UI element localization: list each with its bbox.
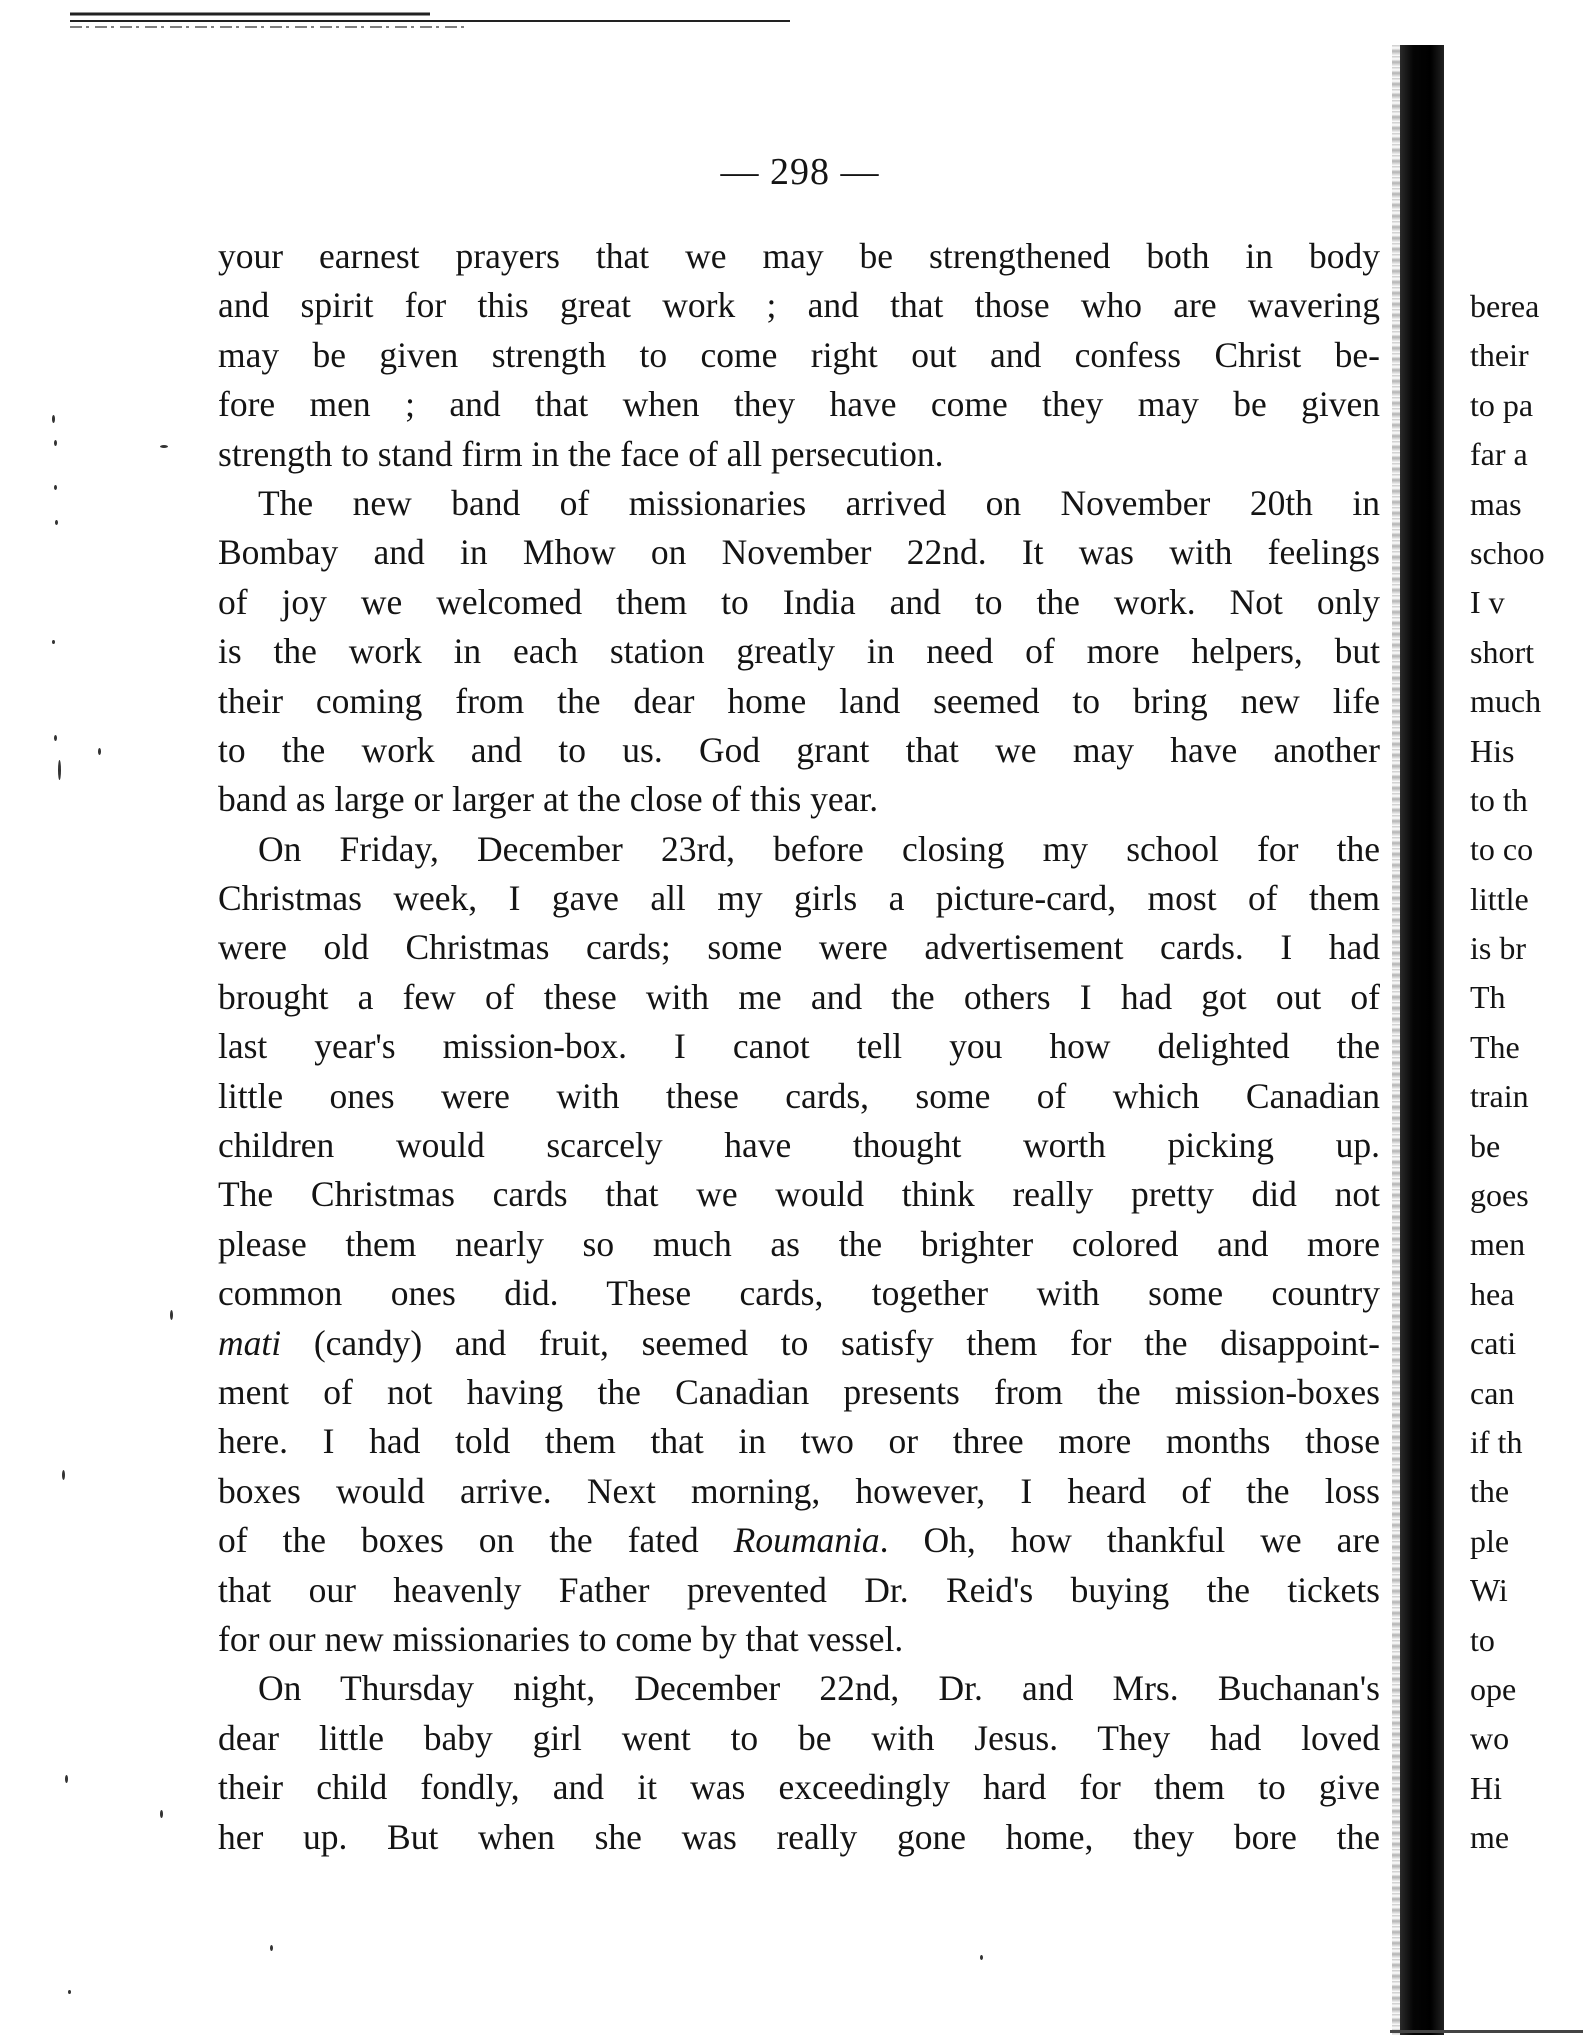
adjacent-line-fragment: ple bbox=[1470, 1522, 1510, 1559]
text-line: and spirit for this great work ; and that those who are wavering bbox=[218, 285, 1380, 326]
margin-speck bbox=[270, 1945, 273, 1951]
text-line: Christmas week, I gave all my girls a picture-card, most of them bbox=[218, 878, 1380, 919]
margin-speck bbox=[62, 1470, 65, 1480]
adjacent-line-fragment: schoo bbox=[1470, 534, 1545, 571]
text-line: On Friday, December 23rd, before closing my school for the bbox=[258, 828, 1380, 869]
text-line: please them nearly so much as the brighter colored and more bbox=[218, 1223, 1380, 1264]
adjacent-line-fragment: is br bbox=[1470, 930, 1526, 967]
adjacent-line-fragment: Hi bbox=[1470, 1769, 1502, 1806]
adjacent-line-fragment: their bbox=[1470, 337, 1529, 374]
margin-speck bbox=[170, 1310, 173, 1320]
margin-speck bbox=[160, 1810, 163, 1818]
adjacent-line-fragment: wo bbox=[1470, 1720, 1510, 1757]
text-line: to the work and to us. God grant that we may have another bbox=[218, 729, 1380, 770]
adjacent-line-fragment: mas bbox=[1470, 485, 1522, 522]
text-line: were old Christmas cards; some were advertisement cards. I had bbox=[218, 927, 1380, 968]
adjacent-line-fragment: to th bbox=[1470, 781, 1528, 818]
text-line: here. I had told them that in two or three more months those bbox=[218, 1421, 1380, 1462]
text-line: of joy we welcomed them to India and to the work. Not only bbox=[218, 581, 1380, 622]
adjacent-line-fragment: Wi bbox=[1470, 1572, 1508, 1609]
adjacent-line-fragment: hea bbox=[1470, 1275, 1515, 1312]
adjacent-line-fragment: Th bbox=[1470, 979, 1506, 1016]
margin-speck bbox=[54, 485, 57, 490]
text-line: last year's mission-box. I canot tell you how delighted the bbox=[218, 1026, 1380, 1067]
adjacent-line-fragment: men bbox=[1470, 1226, 1526, 1263]
adjacent-line-fragment: the bbox=[1470, 1473, 1510, 1510]
adjacent-line-fragment: far a bbox=[1470, 436, 1528, 473]
adjacent-line-fragment: to bbox=[1470, 1621, 1495, 1658]
text-line: brought a few of these with me and the others I had got out of bbox=[218, 976, 1380, 1017]
margin-speck bbox=[52, 415, 55, 423]
text-line: their coming from the dear home land seemed to bring new life bbox=[218, 680, 1380, 721]
adjacent-line-fragment: to pa bbox=[1470, 386, 1534, 423]
margin-speck bbox=[68, 1990, 71, 1994]
adjacent-line-fragment: me bbox=[1470, 1819, 1510, 1856]
text-line: The new band of missionaries arrived on November 20th in bbox=[258, 482, 1380, 523]
text-line: common ones did. These cards, together with some country bbox=[218, 1273, 1380, 1314]
text-line: mati (candy) and fruit, seemed to satisfy them for the disappoint- bbox=[218, 1322, 1380, 1363]
text-line: may be given strength to come right out and confess Christ be- bbox=[218, 334, 1380, 375]
text-line: The Christmas cards that we would think really pretty did not bbox=[218, 1174, 1380, 1215]
adjacent-line-fragment: His bbox=[1470, 732, 1515, 769]
gutter-edge bbox=[1392, 45, 1400, 2035]
adjacent-line-fragment: short bbox=[1470, 633, 1534, 670]
margin-speck bbox=[65, 1775, 68, 1783]
text-line: is the work in each station greatly in need of more helpers, but bbox=[218, 631, 1380, 672]
adjacent-line-fragment: much bbox=[1470, 683, 1542, 720]
margin-speck bbox=[54, 735, 57, 741]
text-line: boxes would arrive. Next morning, however, I heard of the loss bbox=[218, 1470, 1380, 1511]
adjacent-line-fragment: berea bbox=[1470, 288, 1540, 324]
margin-speck bbox=[58, 760, 61, 780]
adjacent-line-fragment: goes bbox=[1470, 1177, 1529, 1214]
margin-speck bbox=[52, 640, 55, 644]
text-line: little ones were with these cards, some of which Canadian bbox=[218, 1075, 1380, 1116]
text-line: On Thursday night, December 22nd, Dr. and Mrs. Buchanan's bbox=[258, 1668, 1380, 1709]
adjacent-line-fragment: little bbox=[1470, 880, 1529, 917]
text-line: for our new missionaries to come by that vessel. bbox=[218, 1618, 904, 1659]
adjacent-line-fragment: train bbox=[1470, 1078, 1529, 1115]
adjacent-line-fragment: if th bbox=[1470, 1423, 1523, 1460]
adjacent-line-fragment: ope bbox=[1470, 1670, 1517, 1707]
bottom-rule bbox=[1390, 2030, 1583, 2033]
adjacent-line-fragment: to co bbox=[1470, 831, 1534, 868]
adjacent-line-fragment: The bbox=[1470, 1028, 1520, 1065]
adjacent-line-fragment: cati bbox=[1470, 1325, 1517, 1362]
margin-speck bbox=[54, 440, 57, 446]
margin-speck bbox=[980, 1955, 983, 1960]
adjacent-line-fragment: can bbox=[1470, 1374, 1515, 1411]
text-line: ment of not having the Canadian presents from the mission-boxes bbox=[218, 1371, 1380, 1412]
text-line: her up. But when she was really gone home, they bore the bbox=[218, 1816, 1380, 1857]
book-gutter bbox=[1400, 45, 1444, 2035]
adjacent-page-text bbox=[1470, 282, 1583, 1863]
text-line: that our heavenly Father prevented Dr. Reid's buying the tickets bbox=[218, 1569, 1380, 1610]
text-line: children would scarcely have thought worth picking up. bbox=[218, 1125, 1380, 1166]
text-line: fore men ; and that when they have come they may be given bbox=[218, 384, 1380, 425]
margin-speck bbox=[98, 748, 101, 755]
text-line: band as large or larger at the close of this year. bbox=[218, 779, 879, 820]
text-line: strength to stand firm in the face of all persecution. bbox=[218, 433, 944, 474]
body-text bbox=[218, 232, 1380, 1862]
page-number: — 298 — bbox=[720, 151, 880, 193]
text-line: Bombay and in Mhow on November 22nd. It was with feelings bbox=[218, 532, 1380, 573]
text-line: your earnest prayers that we may be strengthened both in body bbox=[218, 236, 1380, 276]
text-line: dear little baby girl went to be with Jesus. They had loved bbox=[218, 1717, 1380, 1758]
text-line: of the boxes on the fated Roumania. Oh, how thankful we are bbox=[218, 1520, 1380, 1561]
text-line: their child fondly, and it was exceedingly hard for them to give bbox=[218, 1767, 1380, 1808]
top-rule bbox=[70, 10, 790, 32]
adjacent-line-fragment: be bbox=[1470, 1127, 1501, 1164]
margin-speck bbox=[55, 520, 58, 525]
margin-speck bbox=[160, 445, 168, 448]
adjacent-line-fragment: I v bbox=[1470, 584, 1505, 621]
